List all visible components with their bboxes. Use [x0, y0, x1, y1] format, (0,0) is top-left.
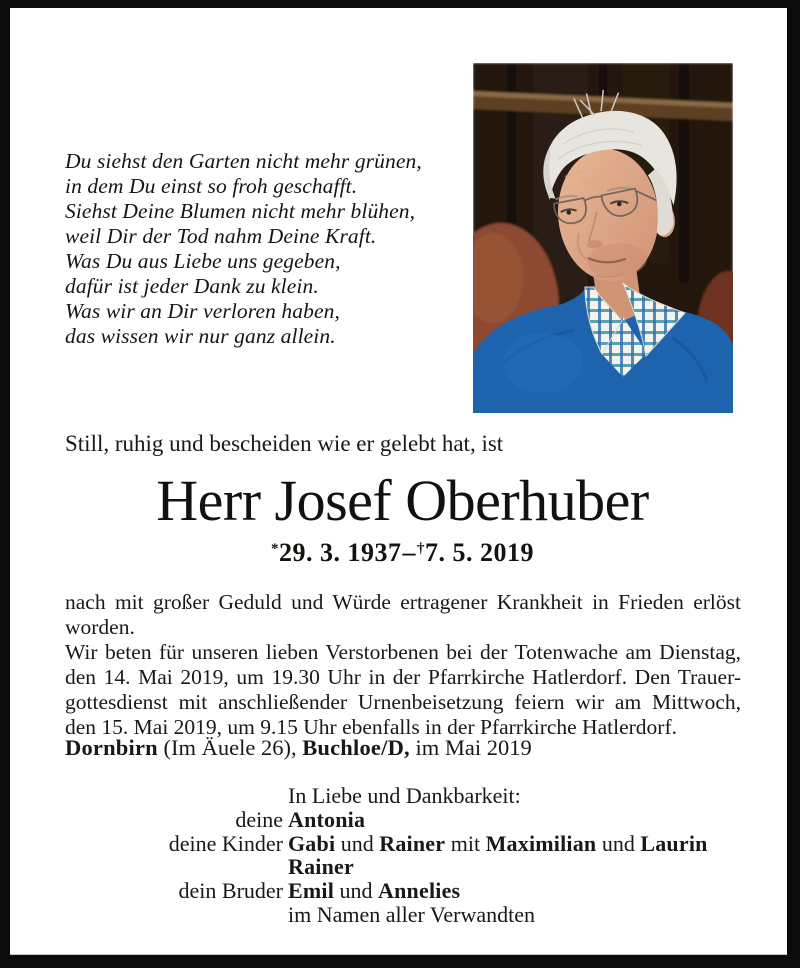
dates-separator: –: [402, 538, 416, 567]
dateline-address: (Im Äuele 26),: [157, 735, 303, 760]
dateline: [65, 735, 741, 761]
poem-line: Was Du aus Liebe uns gegeben,: [65, 249, 341, 273]
announcement-line: den 15. Mai 2019, um 9.15 Uhr ebenfalls in der Pfarrkirche Hatlerdorf.: [65, 715, 677, 739]
signature-names: [283, 784, 521, 808]
signature-relation-label: [65, 855, 283, 879]
signature-name: Laurin: [640, 830, 708, 856]
signature-text: mit: [445, 830, 486, 856]
announcement-line: Wir beten für unseren lieben Verstorbenen bei der Totenwache am Dienstag,: [65, 640, 741, 664]
signature-names: [283, 903, 535, 927]
memorial-poem: [65, 149, 465, 349]
signature-relation-label: [65, 903, 283, 927]
poem-line: Was wir an Dir verloren haben,: [65, 299, 340, 323]
signature-row: [65, 808, 765, 832]
portrait-illustration: [473, 63, 733, 413]
announcement-text: [65, 590, 741, 740]
birth-date: 29. 3. 1937: [279, 538, 402, 567]
poem-line: Du siehst den Garten nicht mehr grünen,: [65, 149, 422, 173]
signature-names: [283, 832, 708, 856]
family-signatures: [65, 784, 765, 927]
announcement-line: worden.: [65, 615, 135, 639]
signature-name: Antonia: [288, 806, 366, 832]
signature-relation-label: dein Bruder: [178, 878, 283, 904]
signature-text: In Liebe und Dankbarkeit:: [288, 783, 521, 808]
poem-line: Siehst Deine Blumen nicht mehr blühen,: [65, 199, 416, 223]
poem-line: in dem Du einst so froh geschafft.: [65, 174, 358, 198]
signature-names: [283, 808, 365, 832]
signature-text: und: [335, 830, 380, 856]
signature-name: Rainer: [379, 830, 446, 856]
signature-text: und: [334, 878, 379, 904]
signature-relation-label: [65, 784, 283, 808]
poem-line: dafür ist jeder Dank zu klein.: [65, 274, 319, 298]
signature-relation-label: deine: [235, 806, 283, 832]
poem-line: weil Dir der Tod nahm Deine Kraft.: [65, 224, 377, 248]
life-dates: [65, 538, 740, 568]
announcement-line: den 14. Mai 2019, um 19.30 Uhr in der Pfarrkirche Hatlerdorf. Den Trauer-: [65, 665, 741, 689]
dateline-city1: Dornbirn: [65, 735, 158, 760]
signature-relation-label: deine Kinder: [168, 830, 283, 856]
death-symbol: †: [417, 541, 425, 557]
dateline-date: im Mai 2019: [409, 735, 532, 760]
deceased-name: Herr Josef Oberhuber: [156, 468, 649, 533]
signature-name: Emil: [288, 878, 335, 904]
dateline-city2: Buchloe/D,: [302, 735, 410, 760]
announcement-line: nach mit großer Geduld und Würde ertragener Krankheit in Frieden erlöst: [65, 590, 741, 614]
intro-line: Still, ruhig und bescheiden wie er gelebt hat, ist: [65, 431, 504, 456]
signature-name: Maximilian: [485, 830, 597, 856]
signature-name: Annelies: [378, 878, 461, 904]
signature-row: [65, 903, 765, 927]
signature-row: [65, 784, 765, 808]
signature-text: und: [596, 830, 641, 856]
signature-row: [65, 879, 765, 903]
signature-name: Rainer: [288, 854, 354, 880]
death-date: 7. 5. 2019: [425, 538, 534, 567]
signature-row: [65, 855, 765, 879]
birth-symbol: *: [271, 541, 279, 557]
signature-row: [65, 832, 765, 856]
signature-text: im Namen aller Verwandten: [288, 901, 536, 927]
signature-names: [283, 855, 354, 879]
portrait-photo: [473, 63, 733, 413]
signature-names: [283, 879, 460, 903]
announcement-line: gottesdienst mit anschließender Urnenbeisetzung feiern wir am Mittwoch,: [65, 690, 741, 714]
signature-name: Gabi: [288, 830, 336, 856]
poem-line: das wissen wir nur ganz allein.: [65, 324, 336, 348]
